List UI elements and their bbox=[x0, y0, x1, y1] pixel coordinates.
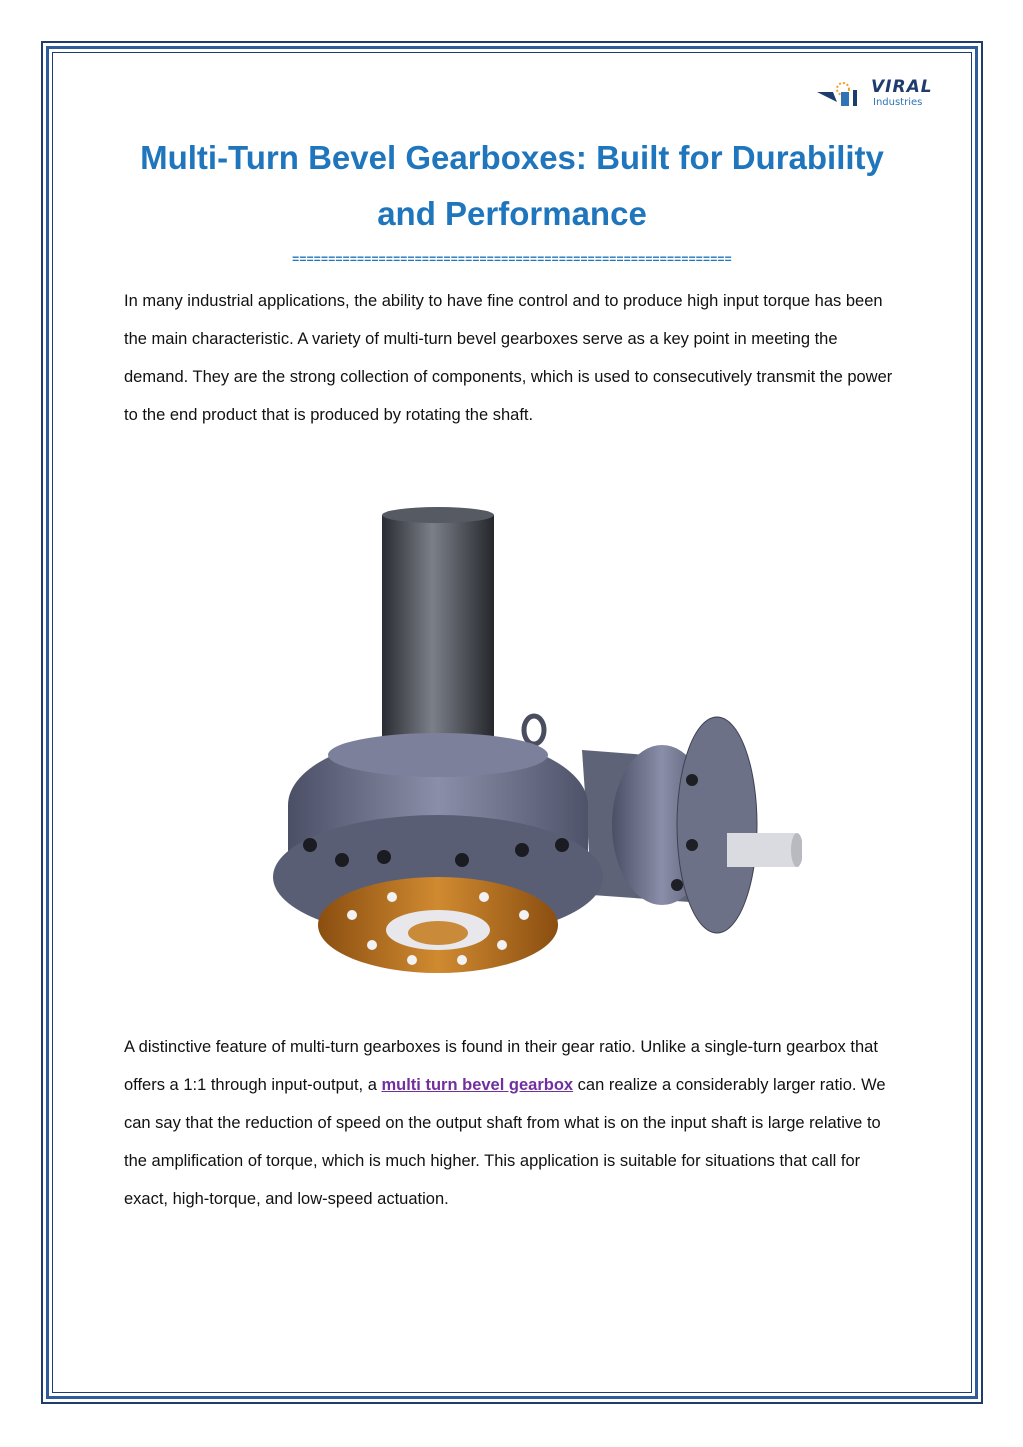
logo-wordmark: VIRAL bbox=[871, 77, 933, 97]
title-divider: ============================================================= bbox=[292, 252, 732, 266]
paragraph-text-after: can realize a considerably larger ratio. We can say that the reduction of speed on the output shaft from what is on the input shaft is large relative to the amplification of torque, which is much higher. This application is suitable for situations that call for exact, high-torque, and low-speed actuation. bbox=[124, 1076, 886, 1208]
page-title: Multi-Turn Bevel Gearboxes: Built for Durability and Performance bbox=[140, 139, 884, 232]
gearbox-link[interactable]: multi turn bevel gearbox bbox=[381, 1076, 574, 1094]
gearbox-illustration bbox=[262, 505, 802, 987]
logo-mark-icon bbox=[815, 80, 875, 114]
intro-paragraph: In many industrial applications, the ability to have fine control and to produce high input torque has been the main characteristic. A variety of multi-turn bevel gearboxes serve as a key point in meeting the demand. They are the strong collection of components, which is used to consecutively transmit the power to the end product that is produced by rotating the shaft. bbox=[124, 292, 893, 424]
paragraph-text-before: A distinctive feature of multi-turn gearboxes is found in their gear ratio. Unlike a single-turn gearbox that offers a 1:1 through input-output, a bbox=[124, 1038, 878, 1094]
logo-subtitle: Industries bbox=[873, 97, 923, 108]
gear-ratio-paragraph bbox=[124, 1028, 894, 1218]
company-logo bbox=[815, 77, 955, 114]
